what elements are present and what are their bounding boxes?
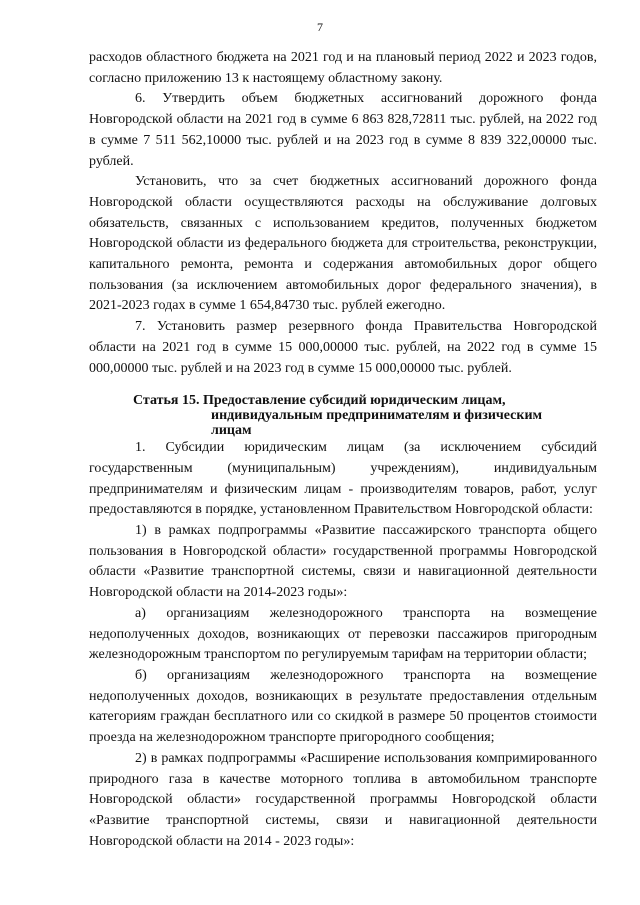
paragraph-reserve-fund: 7. Установить размер резервного фонда Правительства Новгородской области на 2021 год в сумме 15 000,00000 тыс. рублей, на 2022 год в сумме 15 000,00000 тыс. рублей и на 2023 год в сумме 15 000,00000 тыс. рублей. <box>89 319 597 376</box>
paragraph-road-fund: 6. Утвердить объем бюджетных ассигнований дорожного фонда Новгородской области на 2021 год в сумме 6 863 828,72811 тыс. рублей, на 2022 год в сумме 7 511 562,10000 тыс. рублей и на 2023 год в сумме 8 839 322,00000 тыс. рублей. <box>89 91 597 169</box>
paragraph-item-a: а) организациям железнодорожного транспорта на возмещение недополученных доходов, возникающих от перевозки пассажиров пригородным железнодорожным транспортом по регулируемым тарифам на территории области; <box>89 605 597 663</box>
article-heading-line1: Статья 15. Предоставление субсидий юридическим лицам, <box>133 393 506 409</box>
article-15-heading <box>89 393 597 438</box>
paragraph-item-b: б) организациям железнодорожного транспорта на возмещение недополученных доходов, возникающих в результате предоставления отдельным категориям граждан бесплатного или со скидкой в размере 50 процентов стоимости проезда на железнодорожном транспорте пригородного сообщения; <box>89 667 597 746</box>
document-body <box>89 48 597 852</box>
paragraph-compressed-gas: 2) в рамках подпрограммы «Расширение использования компримированного природного газа в качестве моторного топлива в автомобильном транспорте Новгородской области» государственной программы Новгородской области «Развитие транспортной системы, связи и навигационной деятельности Новгородской области на 2014 - 2023 годы»: <box>89 750 597 849</box>
paragraph-debt-obligations: Установить, что за счет бюджетных ассигнований дорожного фонда Новгородской области осуществляются расходы на обслуживание долговых обязательств, связанных с использованием кредитов, полученных бюджетом Новгородской области из федерального бюджета для строительства, реконструкции, капитального ремонта, ремонта и содержания автомобильных дорог общего пользования (за исключением автомобильных дорог федерального значения), в 2021-2023 годах в сумме 1 654,84730 тыс. рублей ежегодно. <box>89 174 597 314</box>
paragraph-passenger-transport: 1) в рамках подпрограммы «Развитие пассажирского транспорта общего пользования в Новгородской области» государственной программы Новгородской области «Развитие транспортной системы, связи и навигационной деятельности Новгородской области на 2014-2023 годы»: <box>89 523 597 601</box>
article-heading-line2: индивидуальным предпринимателям и физическим лицам <box>211 408 543 439</box>
paragraph-budget-continuation: расходов областного бюджета на 2021 год и на плановый период 2022 и 2023 годов, согласно приложению 13 к настоящему областному закону. <box>89 50 597 86</box>
paragraph-subsidies-general: 1. Субсидии юридическим лицам (за исключением субсидий государственным (муниципальным) учреждениям), индивидуальным предпринимателям и физическим лицам - производителям товаров, работ, услуг предоставляются в порядке, установленном Правительством Новгородской области: <box>89 440 597 518</box>
page-number: 7 <box>317 20 323 34</box>
